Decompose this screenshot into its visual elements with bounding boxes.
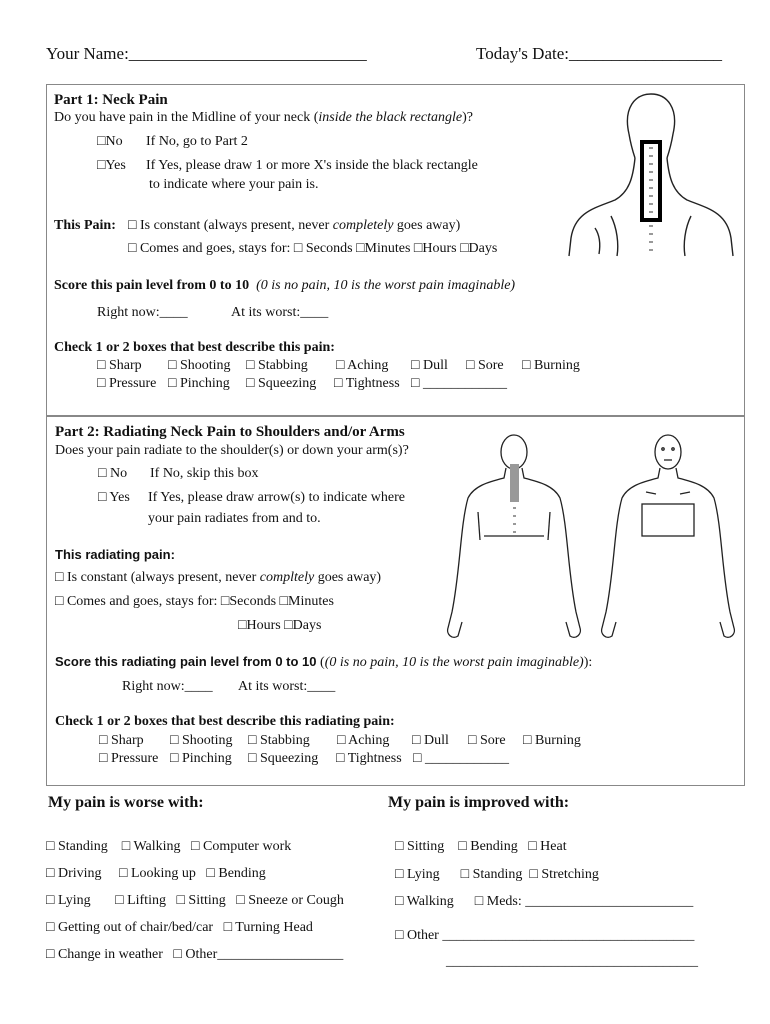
part2-check-sore[interactable]: □ Sore (468, 733, 506, 748)
name-field-label[interactable]: Your Name:____________________________ (46, 44, 367, 63)
part1-check-aching[interactable]: □ Aching (336, 358, 389, 373)
part2-at-worst-field[interactable]: At its worst:____ (238, 679, 336, 694)
part2-check-aching[interactable]: □ Aching (337, 733, 390, 748)
part2-radiating-label: This radiating pain: (55, 547, 175, 562)
part1-this-pain-label: This Pain: (54, 218, 116, 233)
part1-check-squeezing[interactable]: □ Squeezing (246, 376, 317, 391)
part2-yes-text: If Yes, please draw arrow(s) to indicate where (148, 490, 405, 505)
part2-check-pressure[interactable]: □ Pressure (99, 751, 159, 766)
part1-constant-option[interactable]: □ Is constant (always present, never completely goes away) (128, 218, 461, 233)
body-front-figure[interactable] (596, 432, 742, 642)
part2-check-sharp[interactable]: □ Sharp (99, 733, 144, 748)
improved-row-2[interactable]: □ Lying □ Standing □ Stretching (395, 867, 599, 882)
improved-row-3[interactable]: □ Walking □ Meds: ________________________ (395, 894, 694, 909)
part1-question: Do you have pain in the Midline of your neck (inside the black rectangle)? (54, 110, 473, 125)
part1-check-tightness[interactable]: □ Tightness (334, 376, 400, 391)
part1-check-sore[interactable]: □ Sore (466, 358, 504, 373)
worse-row-1[interactable]: □ Standing □ Walking □ Computer work (46, 839, 292, 854)
part2-constant-option[interactable]: □ Is constant (always present, never compltely goes away) (55, 570, 382, 585)
part1-yes-text-2: to indicate where your pain is. (149, 177, 319, 192)
worse-row-4[interactable]: □ Getting out of chair/bed/car □ Turning Head (46, 920, 313, 935)
worse-title: My pain is worse with: (48, 794, 204, 811)
part2-no-text: If No, skip this box (150, 466, 259, 481)
part2-right-now-field[interactable]: Right now:____ (122, 679, 213, 694)
part2-comes-goes-option[interactable]: □ Comes and goes, stays for: □Seconds □Minutes (55, 594, 334, 609)
part1-check-label: Check 1 or 2 boxes that best describe this pain: (54, 340, 335, 355)
worse-row-2[interactable]: □ Driving □ Looking up □ Bending (46, 866, 266, 881)
part1-comes-goes-option[interactable]: □ Comes and goes, stays for: □ Seconds □Minutes □Hours □Days (128, 241, 498, 256)
part1-title: Part 1: Neck Pain (54, 92, 168, 108)
part2-yes-checkbox[interactable]: □ Yes (98, 490, 130, 505)
improved-row-1[interactable]: □ Sitting □ Bending □ Heat (395, 839, 567, 854)
worse-row-3[interactable]: □ Lying □ Lifting □ Sitting □ Sneeze or Cough (46, 893, 344, 908)
part2-title: Part 2: Radiating Neck Pain to Shoulders and/or Arms (55, 424, 405, 440)
part2-check-shooting[interactable]: □ Shooting (170, 733, 233, 748)
part1-check-pinching[interactable]: □ Pinching (168, 376, 230, 391)
improved-title: My pain is improved with: (388, 794, 570, 811)
part2-check-other[interactable]: □ ____________ (413, 751, 509, 766)
part1-check-shooting[interactable]: □ Shooting (168, 358, 231, 373)
part2-check-dull[interactable]: □ Dull (412, 733, 449, 748)
neck-back-figure[interactable] (565, 88, 737, 260)
part2-check-pinching[interactable]: □ Pinching (170, 751, 232, 766)
part1-yes-text: If Yes, please draw 1 or more X's inside the black rectangle (146, 158, 478, 173)
part1-check-sharp[interactable]: □ Sharp (97, 358, 142, 373)
part1-no-checkbox[interactable]: □No (97, 134, 123, 149)
worse-row-5[interactable]: □ Change in weather □ Other__________________ (46, 947, 344, 962)
part2-check-stabbing[interactable]: □ Stabbing (248, 733, 310, 748)
part1-check-other[interactable]: □ ____________ (411, 376, 507, 391)
part2-yes-text-2: your pain radiates from and to. (148, 511, 321, 526)
part1-at-worst-field[interactable]: At its worst:____ (231, 305, 329, 320)
part2-score-line: Score this radiating pain level from 0 to 10 ((0 is no pain, 10 is the worst pain imaginable)): (55, 654, 593, 670)
part1-check-dull[interactable]: □ Dull (411, 358, 448, 373)
improved-row-5[interactable]: ____________________________________ (446, 954, 698, 969)
part2-check-squeezing[interactable]: □ Squeezing (248, 751, 319, 766)
part1-yes-checkbox[interactable]: □Yes (97, 158, 126, 173)
part1-check-burning[interactable]: □ Burning (522, 358, 580, 373)
date-field-label[interactable]: Today's Date:__________________ (476, 44, 722, 63)
part2-no-checkbox[interactable]: □ No (98, 466, 128, 481)
part2-comes-goes-option-2[interactable]: □Hours □Days (238, 618, 322, 633)
part2-check-burning[interactable]: □ Burning (523, 733, 581, 748)
part1-check-stabbing[interactable]: □ Stabbing (246, 358, 308, 373)
part1-check-pressure[interactable]: □ Pressure (97, 376, 157, 391)
part2-check-label: Check 1 or 2 boxes that best describe this radiating pain: (55, 714, 395, 729)
part2-check-tightness[interactable]: □ Tightness (336, 751, 402, 766)
part1-no-text: If No, go to Part 2 (146, 134, 248, 149)
part1-right-now-field[interactable]: Right now:____ (97, 305, 188, 320)
part2-question: Does your pain radiate to the shoulder(s) or down your arm(s)? (55, 443, 409, 458)
body-back-figure[interactable] (444, 432, 584, 642)
improved-row-4[interactable]: □ Other ____________________________________ (395, 928, 695, 943)
part1-score-line: Score this pain level from 0 to 10 (0 is no pain, 10 is the worst pain imaginable) (54, 278, 516, 293)
